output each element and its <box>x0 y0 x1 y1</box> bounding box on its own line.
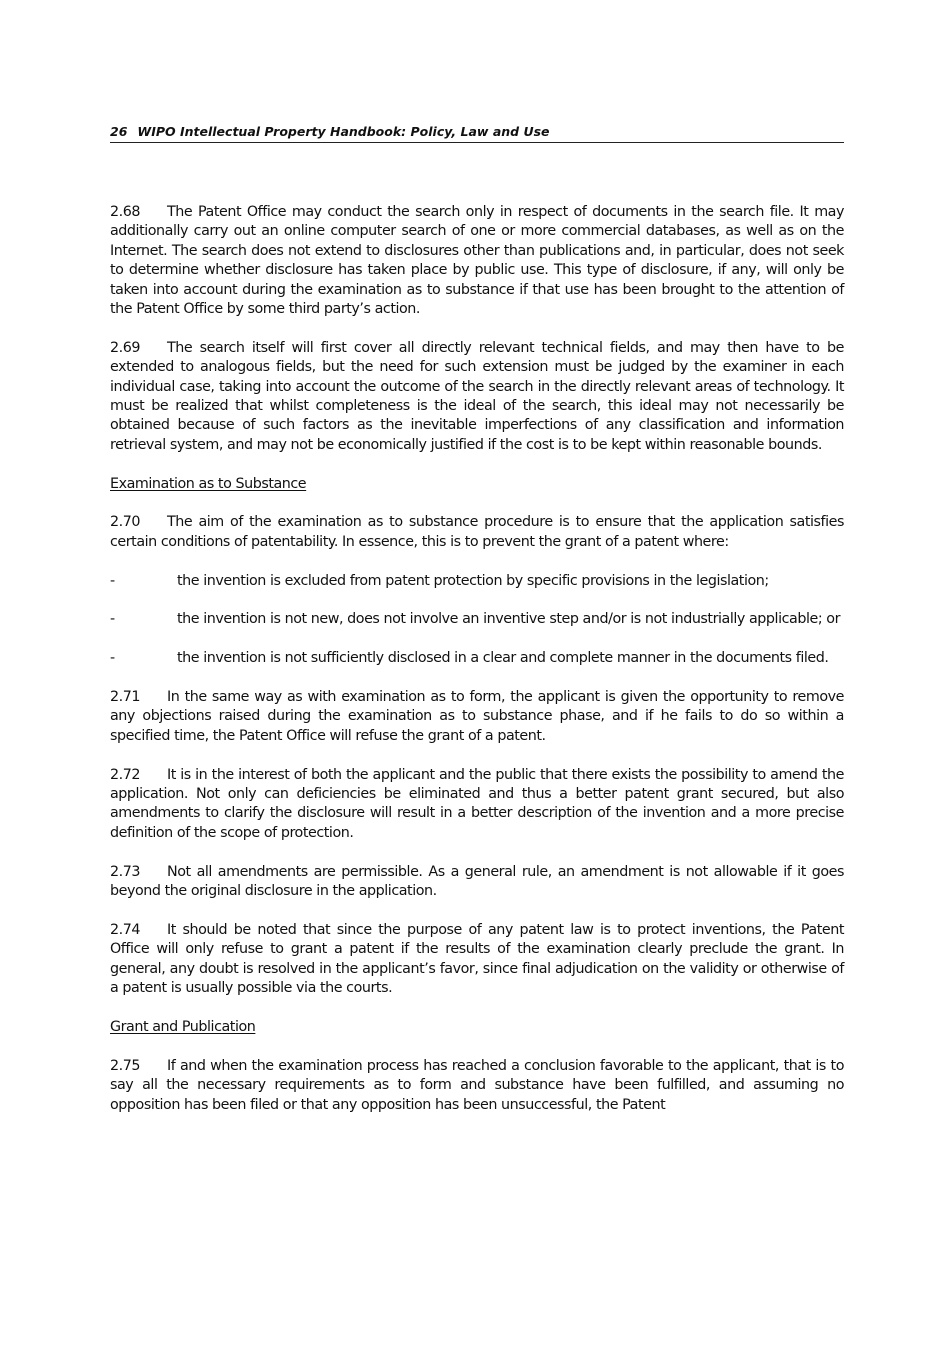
paragraph-number: 2.69 <box>110 339 141 356</box>
paragraph-number: 2.74 <box>110 921 141 938</box>
running-header <box>110 122 844 143</box>
list-item <box>110 610 844 629</box>
paragraph-2-74 <box>110 921 844 999</box>
paragraph-number: 2.72 <box>110 766 141 783</box>
paragraph-number: 2.75 <box>110 1057 141 1074</box>
paragraph-2-72 <box>110 766 844 844</box>
bullet-dash: - <box>110 650 115 667</box>
list-item-text: the invention is not sufficiently disclosed in a clear and complete manner in the documents filed. <box>177 650 829 667</box>
page-number: 26 <box>110 124 128 139</box>
paragraph-2-70 <box>110 513 844 552</box>
list-item-text: the invention is excluded from patent protection by specific provisions in the legislation; <box>177 572 769 589</box>
list-item <box>110 649 844 668</box>
section-heading-substance: Examination as to Substance <box>110 475 307 492</box>
paragraph-number: 2.71 <box>110 689 141 706</box>
bullet-dash: - <box>110 572 115 589</box>
running-title: WIPO Intellectual Property Handbook: Policy, Law and Use <box>137 124 550 139</box>
paragraph-number: 2.68 <box>110 204 141 220</box>
paragraph-number: 2.70 <box>110 514 141 531</box>
paragraph-2-68 <box>110 203 844 319</box>
body-text <box>110 203 844 1134</box>
paragraph-text: If and when the examination process has reached a conclusion favorable to the applicant, that is to say all the necessary requirements as to form and substance have been fulfilled, and assuming no opposition has been filed or that any opposition has been unsuccessful, the Patent <box>110 1057 844 1113</box>
paragraph-2-75 <box>110 1057 844 1115</box>
section-heading-grant: Grant and Publication <box>110 1018 256 1035</box>
paragraph-text: It is in the interest of both the applicant and the public that there exists the possibility to amend the application. Not only can deficiencies be eliminated and thus a better patent grant secured, but also amendments to clarify the disclosure will result in a better description of the invention and a more precise definition of the scope of protection. <box>110 766 844 841</box>
paragraph-text: The Patent Office may conduct the search only in respect of documents in the search file. It may additionally carry out an online computer search of one or more commercial databases, as well as on the Internet. The search does not extend to disclosures other than publications and, in particular, does not seek to determine whether disclosure has taken place by public use. This type of disclosure, if any, will only be taken into account during the examination as to substance if that use has been brought to the attention of the Patent Office by some third party’s action. <box>110 204 844 318</box>
paragraph-text: The search itself will first cover all directly relevant technical fields, and may then have to be extended to analogous fields, but the need for such extension must be judged by the examiner in each individual case, taking into account the outcome of the search in the directly relevant areas of technology. It must be realized that whilst completeness is the ideal of the search, this ideal may not necessarily be obtained because of such factors as the inevitable imperfections of any classification and information retrieval system, and may not be economically justified if the cost is to be kept within reasonable bounds. <box>110 339 844 453</box>
paragraph-text: Not all amendments are permissible. As a general rule, an amendment is not allowable if it goes beyond the original disclosure in the application. <box>110 863 844 900</box>
paragraph-text: It should be noted that since the purpose of any patent law is to protect inventions, the Patent Office will only refuse to grant a patent if the results of the examination clearly preclude the grant. In general, any doubt is resolved in the applicant’s favor, since final adjudication on the validity or otherwise of a patent is usually possible via the courts. <box>110 921 844 997</box>
bullet-dash: - <box>110 611 115 628</box>
paragraph-text: In the same way as with examination as to form, the applicant is given the opportunity to remove any objections raised during the examination as to substance phase, and if he fails to do so within a specified time, the Patent Office will refuse the grant of a patent. <box>110 689 844 744</box>
paragraph-2-73 <box>110 863 844 902</box>
list-item <box>110 572 844 591</box>
paragraph-number: 2.73 <box>110 863 141 880</box>
list-item-text: the invention is not new, does not involve an inventive step and/or is not industrially applicable; or <box>177 611 841 628</box>
paragraph-text: The aim of the examination as to substance procedure is to ensure that the application satisfies certain conditions of patentability. In essence, this is to prevent the grant of a patent where: <box>110 514 844 550</box>
paragraph-2-71 <box>110 688 844 746</box>
paragraph-2-69 <box>110 339 844 455</box>
